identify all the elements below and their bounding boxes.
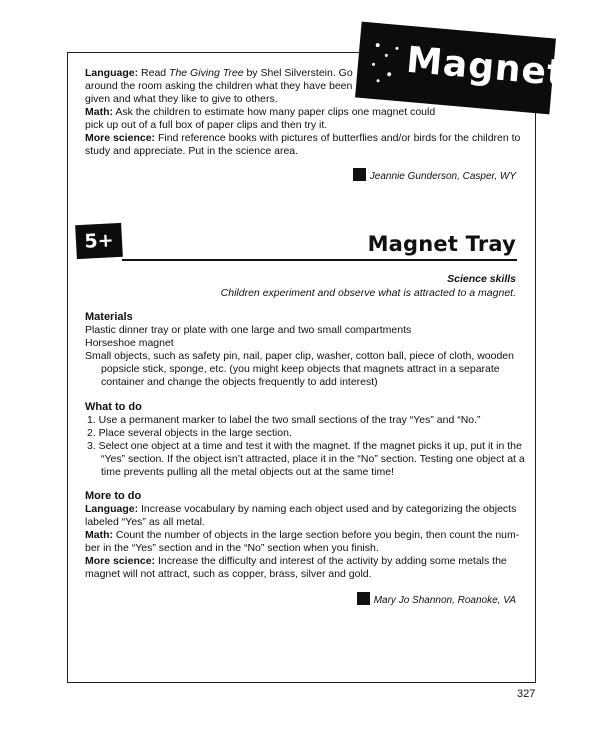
step-item-cont: time prevents pulling all the metal objects out at the same time! <box>101 466 394 478</box>
sparkle-dot <box>395 47 398 50</box>
materials-item: Plastic dinner tray or plate with one large and two small compartments <box>85 324 412 336</box>
signature-top: Jeannie Gunderson, Casper, WY <box>353 168 516 182</box>
step-item: 3. Select one object at a time and test it with the magnet. If the magnet picks it up, put it in the <box>87 440 522 452</box>
more-language-line2: labeled “Yes” as all metal. <box>85 516 205 528</box>
sparkle-dot <box>376 79 379 82</box>
more-math: Math: Count the number of objects in the large section before you begin, then count the num- <box>85 529 520 541</box>
sparkle-dot <box>387 72 391 76</box>
more-math-line2: ber in the “Yes” section and in the “No” section when you finish. <box>85 542 379 554</box>
activity-title: Magnet Tray <box>367 232 516 256</box>
step-item-cont: “Yes” section. If the object isn’t attracted, place it in the “No” section. Testing one object at a <box>101 453 525 465</box>
sparkle-dot <box>385 54 388 57</box>
age-badge: 5+ <box>75 223 123 259</box>
skills-label: Science skills <box>447 273 516 285</box>
skills-description: Children experiment and observe what is attracted to a magnet. <box>220 287 516 299</box>
top-language-line3: given and what they like to give to others. <box>85 93 278 105</box>
top-math-line2: pick up out of a full box of paper clips and then try it. <box>85 119 328 131</box>
sparkle-dot <box>372 63 375 66</box>
materials-item: Horseshoe magnet <box>85 337 174 349</box>
materials-item-cont: container and change the objects frequently to add interest) <box>101 376 378 388</box>
top-science: More science: Find reference books with pictures of butterflies and/or birds for the children to <box>85 132 521 144</box>
more-language: Language: Increase vocabulary by naming each object used and by categorizing the objects <box>85 503 517 515</box>
title-rule <box>122 259 517 261</box>
top-language-line2: around the room asking the children what they have been <box>85 80 353 92</box>
bullet-square-icon <box>357 592 370 605</box>
sparkle-dot <box>376 43 380 47</box>
top-language: Language: Read The Giving Tree by Shel Silverstein. Go <box>85 67 353 79</box>
signature-bottom: Mary Jo Shannon, Roanoke, VA <box>357 592 516 606</box>
page-number: 327 <box>517 688 536 700</box>
top-math: Math: Ask the children to estimate how many paper clips one magnet could <box>85 106 436 118</box>
materials-item-cont: popsicle stick, sponge, etc. (you might keep objects that magnets attract in a separate <box>101 363 500 375</box>
top-science-line2: study and appreciate. Put in the science area. <box>85 145 299 157</box>
step-item: 2. Place several objects in the large section. <box>87 427 292 439</box>
more-science-line2: magnet will not attract, such as copper, brass, silver and gold. <box>85 568 372 580</box>
bullet-square-icon <box>353 168 366 181</box>
what-to-do-heading: What to do <box>85 401 142 413</box>
chapter-title: Magnets <box>404 39 590 97</box>
materials-heading: Materials <box>85 311 133 323</box>
materials-item: Small objects, such as safety pin, nail, paper clip, washer, cotton ball, piece of cloth, wooden <box>85 350 514 362</box>
more-science: More science: Increase the difficulty and interest of the activity by adding some metals the <box>85 555 507 567</box>
more-to-do-heading: More to do <box>85 490 142 502</box>
step-item: 1. Use a permanent marker to label the two small sections of the tray “Yes” and “No.” <box>87 414 481 426</box>
